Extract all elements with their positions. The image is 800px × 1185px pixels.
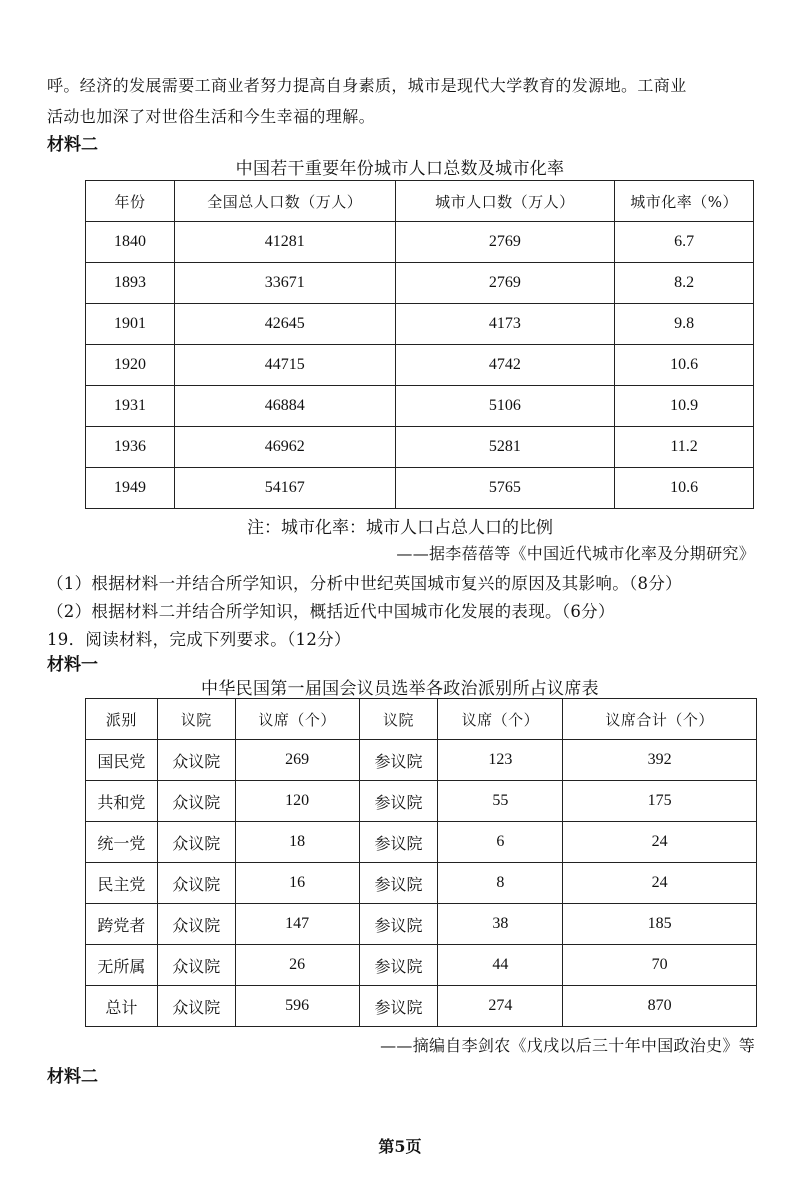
seats-cell: 596 (235, 986, 359, 1027)
question-19: 19．阅读材料，完成下列要求。（12分） (47, 630, 351, 649)
table-header-row (86, 181, 754, 222)
rate-cell: 10.9 (615, 386, 754, 427)
total-cell: 70 (563, 945, 757, 986)
year-cell: 1949 (86, 468, 175, 509)
table-row (86, 740, 757, 781)
total-cell: 175 (563, 781, 757, 822)
seats-cell: 26 (235, 945, 359, 986)
table-row (86, 263, 754, 304)
intro-line-1: 呼。经济的发展需要工商业者努力提高自身素质，城市是现代大学教育的发源地。工商业 (47, 76, 687, 95)
table-row (86, 781, 757, 822)
seats-cell: 269 (235, 740, 359, 781)
year-cell: 1936 (86, 427, 175, 468)
seats-cell: 16 (235, 863, 359, 904)
house-cell: 众议院 (157, 822, 235, 863)
table-2-source: ——摘编自李剑农《戊戌以后三十年中国政治史》等 (380, 1036, 755, 1055)
col-header-year: 年份 (86, 181, 175, 222)
col-header-urban-pop: 城市人口数（万人） (395, 181, 615, 222)
col-header-seats-1: 议席（个） (235, 699, 359, 740)
total-cell: 185 (563, 904, 757, 945)
house-cell: 参议院 (359, 945, 438, 986)
total-pop-cell: 33671 (174, 263, 395, 304)
house-cell: 众议院 (157, 986, 235, 1027)
house-cell: 参议院 (359, 740, 438, 781)
table-1-note: 注：城市化率：城市人口占总人口的比例 (247, 518, 553, 538)
seats-cell: 8 (438, 863, 563, 904)
rate-cell: 8.2 (615, 263, 754, 304)
table-row (86, 945, 757, 986)
urbanization-table (85, 180, 754, 509)
col-header-house-1: 议院 (157, 699, 235, 740)
table-row (86, 468, 754, 509)
house-cell: 众议院 (157, 781, 235, 822)
total-pop-cell: 46884 (174, 386, 395, 427)
faction-cell: 跨党者 (86, 904, 158, 945)
faction-cell: 共和党 (86, 781, 158, 822)
rate-cell: 6.7 (615, 222, 754, 263)
question-1: （1）根据材料一并结合所学知识，分析中世纪英国城市复兴的原因及其影响。（8分） (47, 574, 682, 593)
faction-cell: 无所属 (86, 945, 158, 986)
rate-cell: 10.6 (615, 345, 754, 386)
urban-pop-cell: 2769 (395, 263, 615, 304)
table-row (86, 822, 757, 863)
year-cell: 1840 (86, 222, 175, 263)
year-cell: 1931 (86, 386, 175, 427)
year-cell: 1901 (86, 304, 175, 345)
total-pop-cell: 44715 (174, 345, 395, 386)
total-cell: 870 (563, 986, 757, 1027)
house-cell: 众议院 (157, 904, 235, 945)
col-header-seats-total: 议席合计（个） (563, 699, 757, 740)
material-2b-heading: 材料二 (47, 1067, 98, 1087)
year-cell: 1893 (86, 263, 175, 304)
table-row (86, 386, 754, 427)
rate-cell: 11.2 (615, 427, 754, 468)
table-row (86, 904, 757, 945)
year-cell: 1920 (86, 345, 175, 386)
house-cell: 参议院 (359, 863, 438, 904)
house-cell: 众议院 (157, 740, 235, 781)
total-pop-cell: 42645 (174, 304, 395, 345)
col-header-faction: 派别 (86, 699, 158, 740)
faction-cell: 国民党 (86, 740, 158, 781)
question-2: （2）根据材料二并结合所学知识，概括近代中国城市化发展的表现。（6分） (47, 602, 615, 621)
rate-cell: 10.6 (615, 468, 754, 509)
col-header-rate: 城市化率（%） (615, 181, 754, 222)
col-header-house-2: 议院 (359, 699, 438, 740)
table-row (86, 986, 757, 1027)
table-row (86, 427, 754, 468)
table-1-caption: 中国若干重要年份城市人口总数及城市化率 (235, 159, 565, 179)
material-1-heading: 材料一 (47, 655, 98, 675)
total-cell: 392 (563, 740, 757, 781)
urban-pop-cell: 5106 (395, 386, 615, 427)
total-pop-cell: 46962 (174, 427, 395, 468)
house-cell: 参议院 (359, 822, 438, 863)
house-cell: 参议院 (359, 904, 438, 945)
table-row (86, 304, 754, 345)
seats-cell: 123 (438, 740, 563, 781)
col-header-seats-2: 议席（个） (438, 699, 563, 740)
house-cell: 众议院 (157, 945, 235, 986)
total-pop-cell: 54167 (174, 468, 395, 509)
house-cell: 众议院 (157, 863, 235, 904)
faction-cell: 总计 (86, 986, 158, 1027)
seats-cell: 38 (438, 904, 563, 945)
page-number: 第5页 (378, 1137, 422, 1156)
urban-pop-cell: 5765 (395, 468, 615, 509)
urban-pop-cell: 4742 (395, 345, 615, 386)
table-2-caption: 中华民国第一届国会议员选举各政治派别所占议席表 (201, 679, 599, 699)
intro-line-2: 活动也加深了对世俗生活和今生幸福的理解。 (47, 107, 376, 126)
faction-cell: 民主党 (86, 863, 158, 904)
total-cell: 24 (563, 863, 757, 904)
house-cell: 参议院 (359, 986, 438, 1027)
faction-cell: 统一党 (86, 822, 158, 863)
seats-cell: 120 (235, 781, 359, 822)
urban-pop-cell: 4173 (395, 304, 615, 345)
material-2-heading: 材料二 (47, 135, 98, 155)
urban-pop-cell: 5281 (395, 427, 615, 468)
intro-paragraph (47, 70, 757, 132)
table-row (86, 345, 754, 386)
urban-pop-cell: 2769 (395, 222, 615, 263)
table-1-source: ——据李蓓蓓等《中国近代城市化率及分期研究》 (396, 544, 755, 563)
total-pop-cell: 41281 (174, 222, 395, 263)
table-row (86, 863, 757, 904)
seats-cell: 55 (438, 781, 563, 822)
table-row (86, 222, 754, 263)
parliament-seats-table (85, 698, 757, 1027)
col-header-total-pop: 全国总人口数（万人） (174, 181, 395, 222)
seats-cell: 18 (235, 822, 359, 863)
table-header-row (86, 699, 757, 740)
seats-cell: 147 (235, 904, 359, 945)
seats-cell: 274 (438, 986, 563, 1027)
seats-cell: 6 (438, 822, 563, 863)
rate-cell: 9.8 (615, 304, 754, 345)
house-cell: 参议院 (359, 781, 438, 822)
seats-cell: 44 (438, 945, 563, 986)
total-cell: 24 (563, 822, 757, 863)
